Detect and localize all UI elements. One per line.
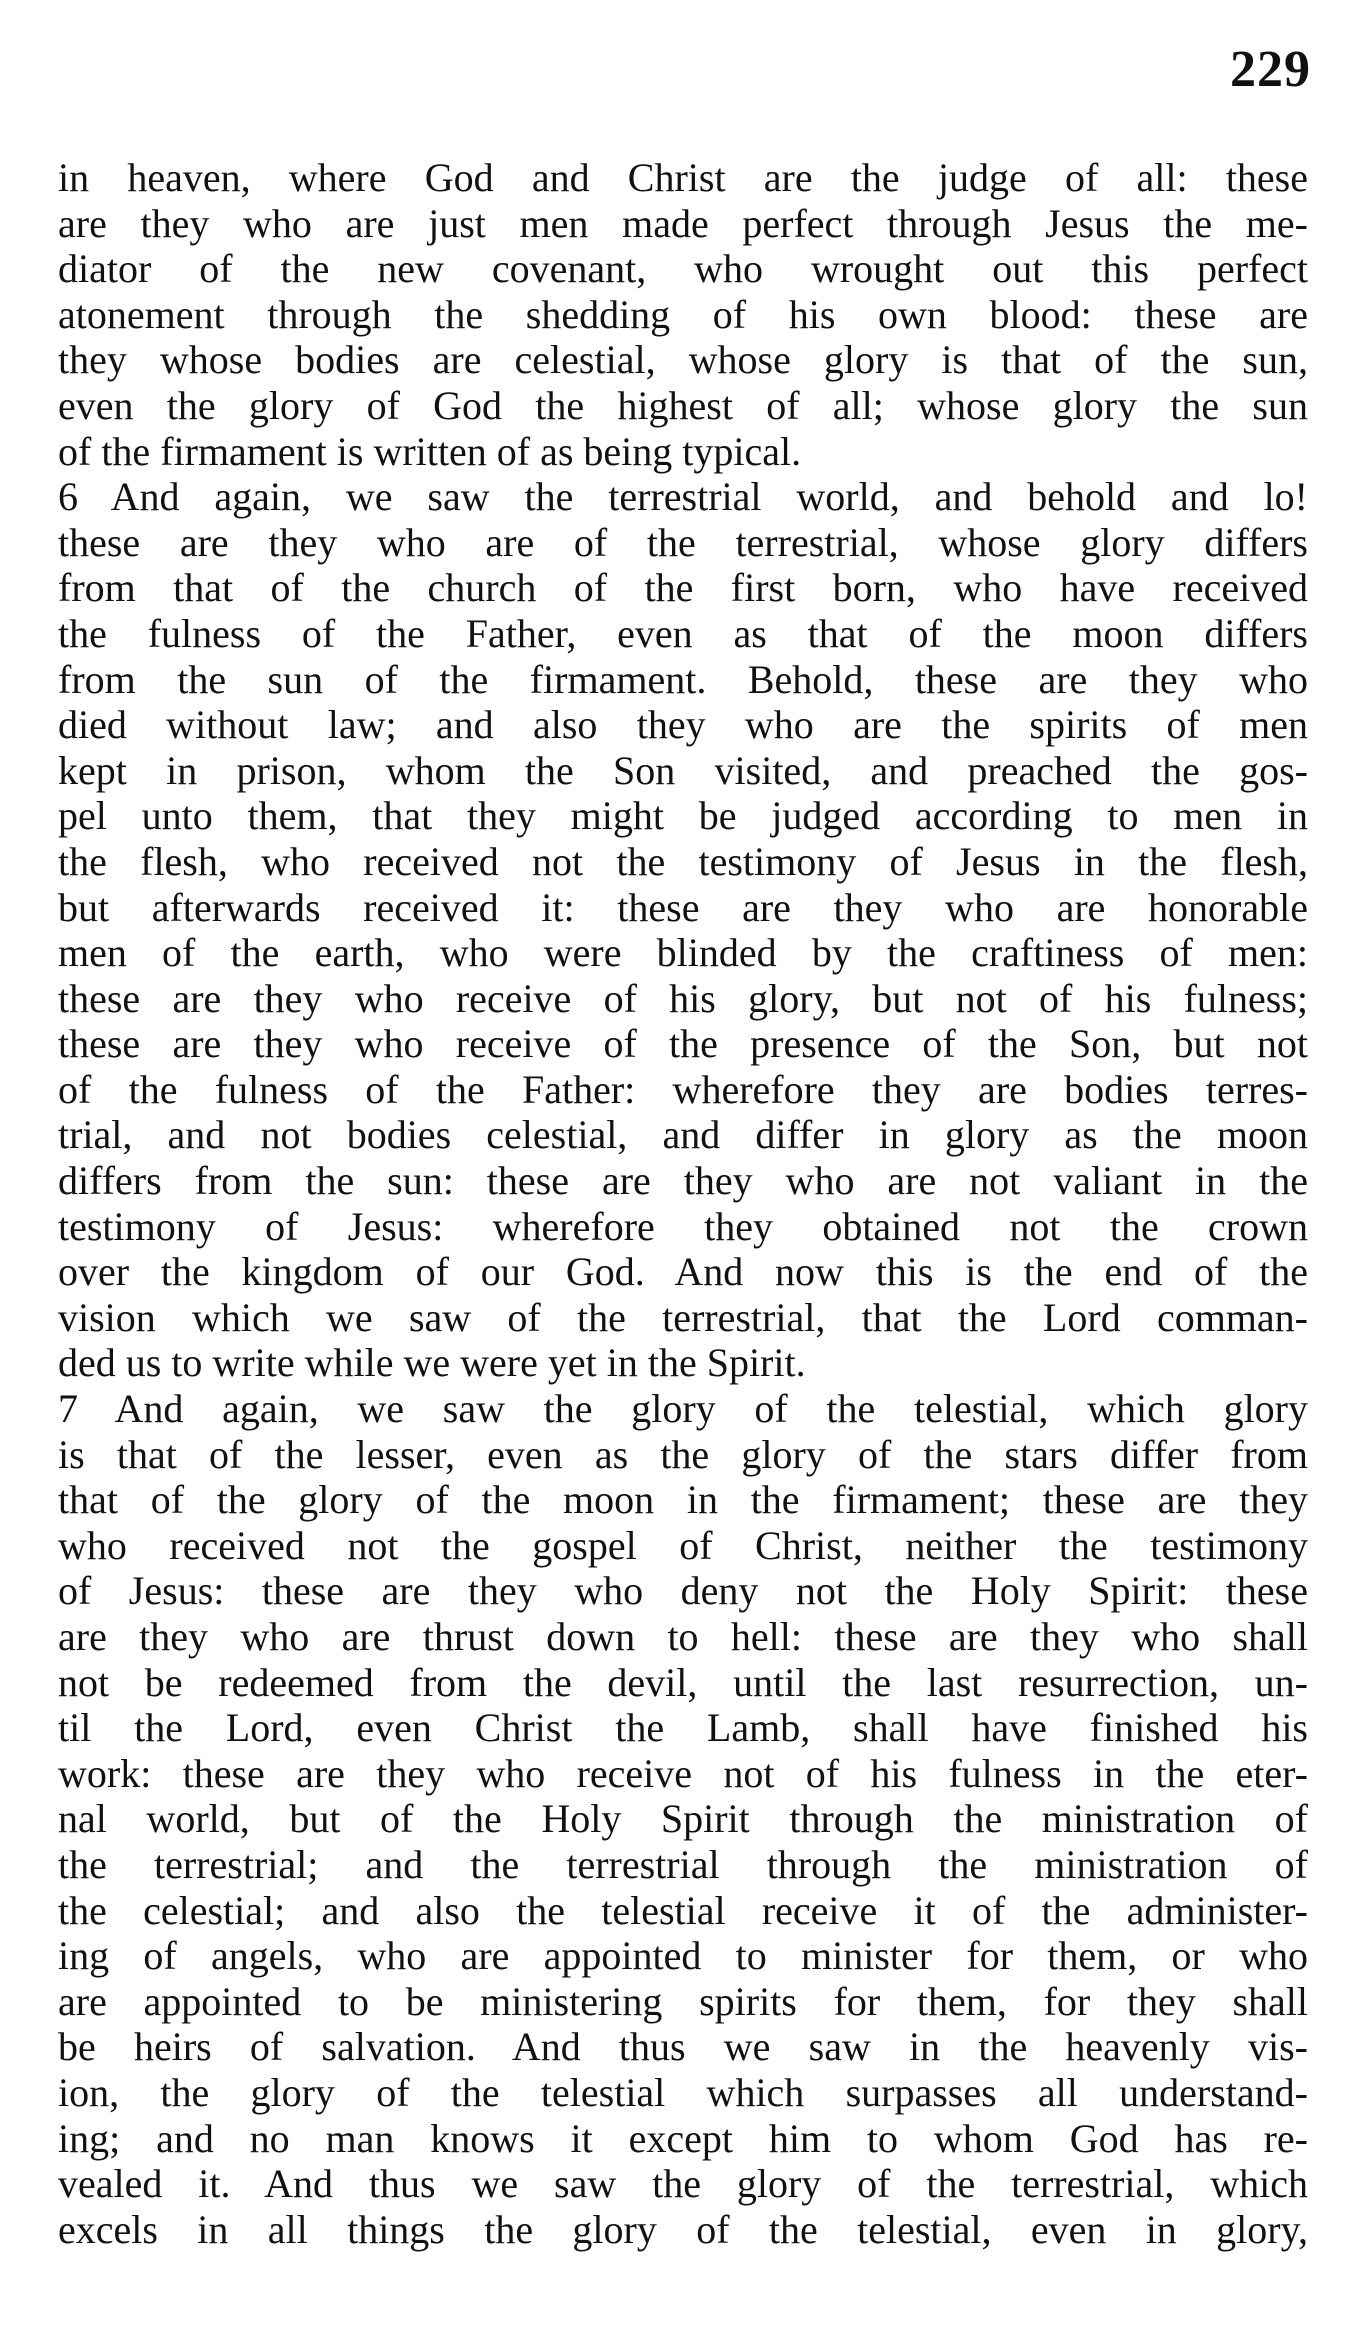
- text-line: even the glory of God the highest of all; whose glory the sun: [58, 382, 1308, 428]
- text-line: ion, the glory of the telestial which surpasses all understand-: [58, 2069, 1308, 2115]
- text-line: the celestial; and also the telestial receive it of the administer-: [58, 1887, 1308, 1933]
- text-line: 6 And again, we saw the terrestrial world, and behold and lo!: [58, 474, 1308, 520]
- text-line: are they who are just men made perfect through Jesus the me-: [58, 200, 1308, 246]
- text-line: are appointed to be ministering spirits for them, for they shall: [58, 1978, 1308, 2024]
- text-line: these are they who are of the terrestrial, whose glory differs: [58, 519, 1308, 565]
- text-line: trial, and not bodies celestial, and differ in glory as the moon: [58, 1112, 1308, 1158]
- text-line: atonement through the shedding of his own blood: these are: [58, 291, 1308, 337]
- text-line: pel unto them, that they might be judged according to men in: [58, 793, 1308, 839]
- text-line: differs from the sun: these are they who are not valiant in the: [58, 1158, 1308, 1204]
- text-line: these are they who receive of his glory, but not of his fulness;: [58, 975, 1308, 1021]
- text-line: from the sun of the firmament. Behold, these are they who: [58, 656, 1308, 702]
- text-line: that of the glory of the moon in the firmament; these are they: [58, 1477, 1308, 1523]
- text-line: in heaven, where God and Christ are the judge of all: these: [58, 155, 1308, 200]
- text-line: 7 And again, we saw the glory of the telestial, which glory: [58, 1386, 1308, 1432]
- text-line: the fulness of the Father, even as that of the moon differs: [58, 610, 1308, 656]
- text-line: ing; and no man knows it except him to whom God has re-: [58, 2115, 1308, 2161]
- text-line: the terrestrial; and the terrestrial through the ministration of: [58, 1841, 1308, 1887]
- text-line: are they who are thrust down to hell: these are they who shall: [58, 1614, 1308, 1659]
- text-line: over the kingdom of our God. And now this is the end of the: [58, 1249, 1308, 1295]
- text-line: died without law; and also they who are the spirits of men: [58, 702, 1308, 748]
- text-line: these are they who receive of the presence of the Son, but not: [58, 1021, 1308, 1067]
- text-line: not be redeemed from the devil, until the last resurrection, un-: [58, 1659, 1308, 1705]
- text-line: men of the earth, who were blinded by the craftiness of men:: [58, 930, 1308, 976]
- text-line: of Jesus: these are they who deny not the Holy Spirit: these: [58, 1568, 1308, 1614]
- text-line: vision which we saw of the terrestrial, that the Lord comman-: [58, 1294, 1308, 1340]
- text-line: but afterwards received it: these are they who are honorable: [58, 884, 1308, 930]
- text-line: kept in prison, whom the Son visited, and preached the gos-: [58, 747, 1308, 793]
- text-line: excels in all things the glory of the telestial, even in glory,: [58, 2206, 1308, 2252]
- text-line: testimony of Jesus: wherefore they obtained not the crown: [58, 1203, 1308, 1249]
- text-line: is that of the lesser, even as the glory of the stars differ from: [58, 1431, 1308, 1477]
- text-line: the flesh, who received not the testimony of Jesus in the flesh,: [58, 838, 1308, 884]
- text-line: who received not the gospel of Christ, neither the testimony: [58, 1522, 1308, 1568]
- text-line: ded us to write while we were yet in the Spirit.: [58, 1340, 806, 1386]
- text-line: they whose bodies are celestial, whose glory is that of the sun,: [58, 337, 1308, 383]
- text-line: nal world, but of the Holy Spirit through the ministration of: [58, 1796, 1308, 1842]
- text-line: from that of the church of the first born, who have received: [58, 565, 1308, 611]
- body-text: [58, 155, 1308, 2252]
- text-line: of the fulness of the Father: wherefore they are bodies terres-: [58, 1066, 1308, 1112]
- text-line: be heirs of salvation. And thus we saw in the heavenly vis-: [58, 2024, 1308, 2070]
- text-line: vealed it. And thus we saw the glory of the terrestrial, which: [58, 2161, 1308, 2207]
- text-line: of the firmament is written of as being typical.: [58, 428, 802, 474]
- text-line: diator of the new covenant, who wrought out this perfect: [58, 246, 1308, 292]
- text-line: til the Lord, even Christ the Lamb, shall have finished his: [58, 1705, 1308, 1751]
- text-line: work: these are they who receive not of his fulness in the eter-: [58, 1750, 1308, 1796]
- page-number: 229: [1230, 41, 1311, 98]
- text-line: ing of angels, who are appointed to minister for them, or who: [58, 1933, 1308, 1979]
